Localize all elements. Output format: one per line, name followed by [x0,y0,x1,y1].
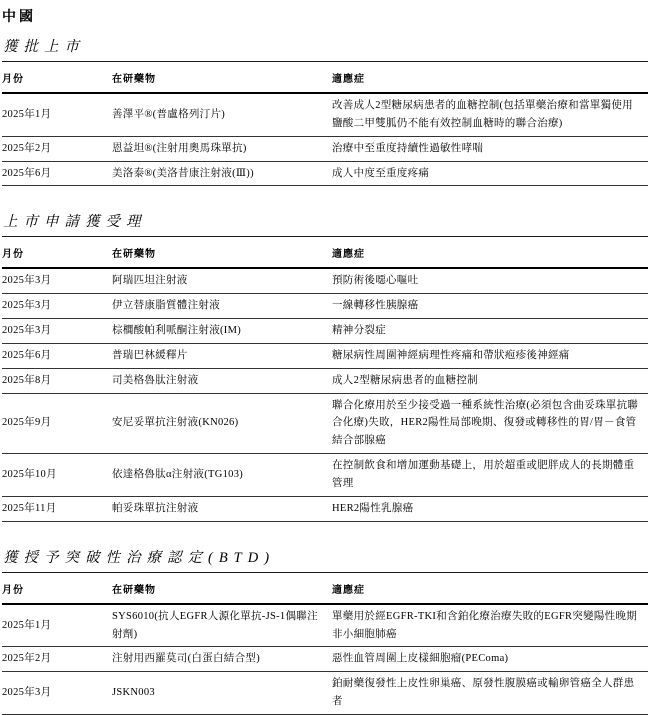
table-row [2,604,648,647]
month-cell: 2025年1月 [2,604,112,647]
table-row [2,161,648,186]
month-cell: 2025年2月 [2,136,112,161]
month-cell: 2025年3月 [2,294,112,319]
drug-cell: 善澤平®(普盧格列汀片) [112,93,332,136]
section-nda-accepted [2,210,648,521]
indication-cell: 聯合化療用於至少接受過一種系統性治療(必須包含曲妥珠單抗聯合化療)失敗，HER2陽性局部晚期、復發或轉移性的胃/胃－食管結合部腺癌 [332,393,648,454]
table-row [2,268,648,293]
table-row [2,319,648,344]
table-row [2,294,648,319]
drug-cell: JSKN003 [112,672,332,715]
table-header-row [2,237,648,268]
drug-cell: 棕櫚酸帕利哌酮注射液(IM) [112,319,332,344]
month-cell: 2025年3月 [2,319,112,344]
indication-cell: 糖尿病性周圍神經病理性疼痛和帶狀疱疹後神經痛 [332,343,648,368]
indication-cell: 治療中至重度持續性過敏性哮喘 [332,136,648,161]
indication-cell: 精神分裂症 [332,319,648,344]
column-header-month: 月份 [2,573,112,604]
table-row [2,368,648,393]
month-cell: 2025年3月 [2,672,112,715]
column-header-drug: 在研藥物 [112,573,332,604]
table-row [2,343,648,368]
indication-cell: 單藥用於經EGFR-TKI和含鉑化療治療失敗的EGFR突變陽性晚期非小細胞肺癌 [332,604,648,647]
month-cell: 2025年1月 [2,93,112,136]
nda-accepted-table [2,237,648,521]
section-title: 獲批上市 [2,35,648,62]
column-header-indication: 適應症 [332,237,648,268]
month-cell: 2025年6月 [2,343,112,368]
page-title: 中國 [2,10,36,25]
section-title: 上市申請獲受理 [2,210,648,237]
column-header-drug: 在研藥物 [112,237,332,268]
drug-cell: SYS6010(抗人EGFR人源化單抗-JS-1偶聯注射劑) [112,604,332,647]
table-header-row [2,62,648,93]
drug-cell: 安尼妥單抗注射液(KN026) [112,393,332,454]
month-cell: 2025年6月 [2,161,112,186]
btd-granted-table [2,573,648,715]
indication-cell: 改善成人2型糖尿病患者的血糖控制(包括單藥治療和當單獨使用鹽酸二甲雙胍仍不能有效控制血糖時的聯合治療) [332,93,648,136]
table-row [2,454,648,497]
indication-cell: 鉑耐藥復發性上皮性卵巢癌、原發性腹膜癌或輸卵管癌全人群患者 [332,672,648,715]
table-row [2,93,648,136]
table-row [2,393,648,454]
drug-cell: 帕妥珠單抗注射液 [112,496,332,521]
section-btd-granted [2,546,648,715]
column-header-month: 月份 [2,237,112,268]
drug-cell: 美洛泰®(美洛昔康注射液(Ⅲ)) [112,161,332,186]
indication-cell: HER2陽性乳腺癌 [332,496,648,521]
month-cell: 2025年8月 [2,368,112,393]
approved-for-marketing-table [2,62,648,186]
drug-cell: 阿瑞匹坦注射液 [112,268,332,293]
table-row [2,647,648,672]
month-cell: 2025年2月 [2,647,112,672]
table-row [2,136,648,161]
section-approved-for-marketing [2,35,648,186]
drug-cell: 司美格魯肽注射液 [112,368,332,393]
indication-cell: 一線轉移性胰腺癌 [332,294,648,319]
drug-cell: 依達格魯肽α注射液(TG103) [112,454,332,497]
column-header-month: 月份 [2,62,112,93]
indication-cell: 在控制飲食和增加運動基礎上，用於超重或肥胖成人的長期體重管理 [332,454,648,497]
table-row [2,496,648,521]
drug-cell: 普瑞巴林緩釋片 [112,343,332,368]
indication-cell: 成人中度至重度疼痛 [332,161,648,186]
table-row [2,672,648,715]
month-cell: 2025年10月 [2,454,112,497]
column-header-drug: 在研藥物 [112,62,332,93]
indication-cell: 惡性血管周圍上皮樣細胞瘤(PEComa) [332,647,648,672]
section-title: 獲授予突破性治療認定(BTD) [2,546,648,573]
column-header-indication: 適應症 [332,573,648,604]
drug-cell: 伊立替康脂質體注射液 [112,294,332,319]
table-header-row [2,573,648,604]
drug-cell: 恩益坦®(注射用奧馬珠單抗) [112,136,332,161]
month-cell: 2025年11月 [2,496,112,521]
column-header-indication: 適應症 [332,62,648,93]
month-cell: 2025年3月 [2,268,112,293]
indication-cell: 成人2型糖尿病患者的血糖控制 [332,368,648,393]
indication-cell: 預防術後噁心嘔吐 [332,268,648,293]
month-cell: 2025年9月 [2,393,112,454]
drug-cell: 注射用西羅莫司(白蛋白結合型) [112,647,332,672]
